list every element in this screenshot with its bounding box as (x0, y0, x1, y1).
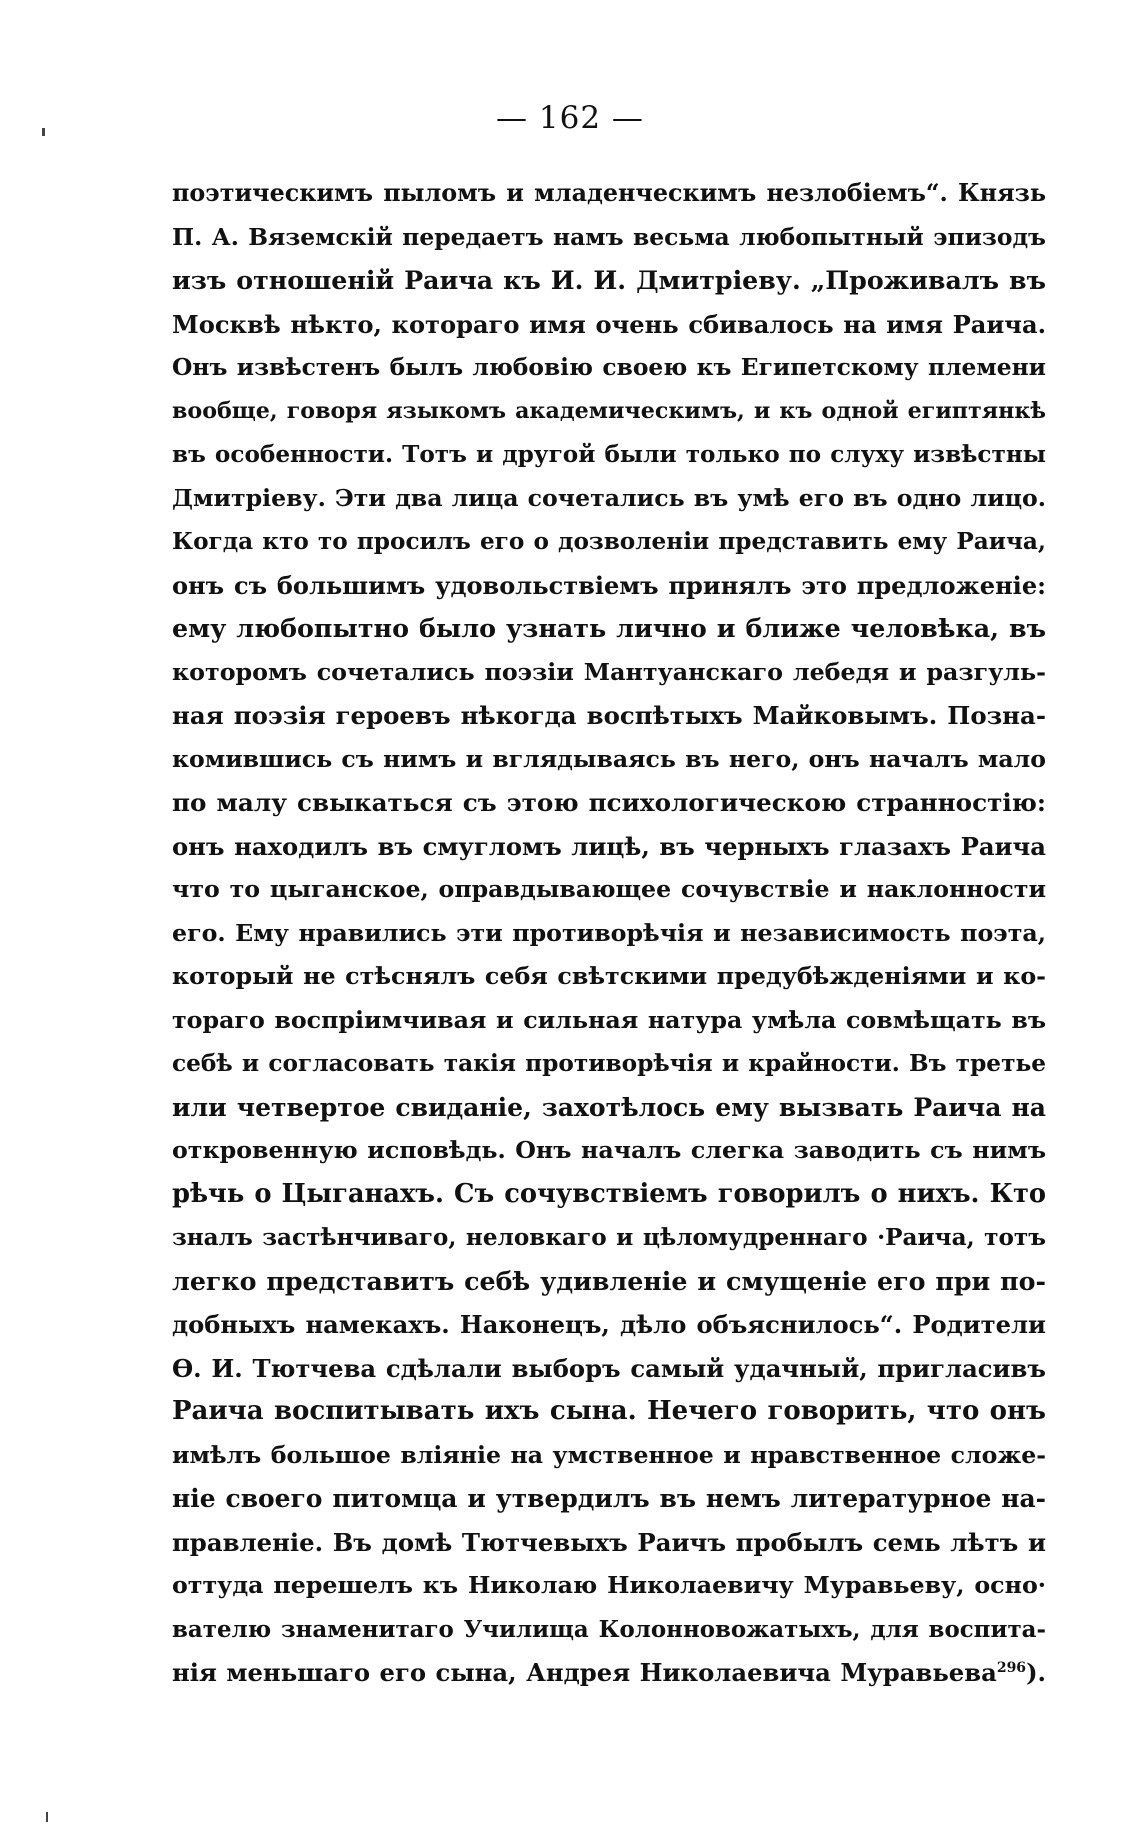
text-line: вообще, говоря языкомъ академическимъ, и къ одной египтянкѣ (172, 397, 1046, 424)
text-line: рѣчь о Цыганахъ. Съ сочувствіемъ говорилъ о нихъ. Кто (172, 1178, 1046, 1209)
text-line: онъ находилъ въ смугломъ лицѣ, въ черныхъ глазахъ Раича (172, 831, 1046, 861)
text-line: Когда кто то просилъ его о дозволеніи представить ему Раича, (172, 528, 1046, 555)
scan-speck (46, 1812, 48, 1822)
text-line: изъ отношеній Раича къ И. И. Дмитріеву. „Проживалъ въ (172, 265, 1046, 295)
text-line: откровенную исповѣдь. Онъ началъ слегка заводить съ нимъ (172, 1136, 1046, 1164)
text-line: поэтическимъ пыломъ и младенческимъ незлобіемъ“. Князь (172, 179, 1046, 207)
text-line: добныхъ намекахъ. Наконецъ, дѣло объяснилось“. Родители (172, 1310, 1046, 1339)
text-line: онъ съ большимъ удовольствіемъ принялъ это предложеніе: (172, 570, 1046, 600)
text-line: Ѳ. И. Тютчева сдѣлали выборъ самый удачный, пригласивъ (172, 1353, 1046, 1383)
text-line: себѣ и согласовать такія противорѣчія и крайности. Въ третье (172, 1050, 1046, 1077)
text-line: оттуда перешелъ къ Николаю Николаевичу Муравьеву, осно· (172, 1571, 1046, 1599)
text-line: который не стѣснялъ себя свѣтскими предубѣжденіями и ко- (172, 962, 1046, 990)
text-line: легко представитъ себѣ удивленіе и смущеніе его при по- (172, 1265, 1046, 1296)
text-line: имѣлъ большое вліяніе на умственное и нравственное сложе- (172, 1440, 1046, 1469)
last-line-text: нія меньшаго его сына, Андрея Николаевича Муравьева (172, 1658, 997, 1687)
text-line: его. Ему нравились эти противорѣчія и независимость поэта, (172, 918, 1046, 947)
text-line-last (172, 1651, 1046, 1695)
text-line: что то цыганское, оправдывающее сочувствіе и наклонности (172, 875, 1046, 903)
text-line: комившись съ нимъ и вглядываясь въ него, онъ началъ мало (172, 744, 1046, 773)
footnote-reference[interactable]: 296 (996, 1659, 1027, 1676)
text-line: Дмитріеву. Эти два лица сочетались въ умѣ его въ одно лицо. (172, 483, 1046, 512)
text-line: ная поэзія героевъ нѣкогда воспѣтыхъ Майковымъ. Позна- (172, 701, 1046, 730)
page-number: — 162 — (496, 100, 644, 136)
text-line: ніе своего питомца и утвердилъ въ немъ литературное на- (172, 1484, 1046, 1513)
text-line: по малу свыкаться съ этою психологическою странностію: (172, 788, 1046, 817)
text-line: Онъ извѣстенъ былъ любовію своею къ Египетскому племени (172, 353, 1046, 381)
text-line: ему любопытно было узнать лично и ближе человѣка, въ (172, 613, 1046, 643)
text-line: правленіе. Въ домѣ Тютчевыхъ Раичъ пробылъ семь лѣтъ и (172, 1527, 1046, 1557)
body-text (172, 172, 1046, 1695)
text-line: въ особенности. Тотъ и другой были только по слуху извѣстны (172, 441, 1046, 468)
text-line: которомъ сочетались поэзіи Мантуанскаго лебедя и разгуль- (172, 657, 1046, 686)
text-line: зналъ застѣнчиваго, неловкаго и цѣломудреннаго ·Раича, тотъ (172, 1224, 1046, 1251)
text-line: Раича воспитывать ихъ сына. Нечего говорить, что онъ (172, 1396, 1046, 1426)
text-line: П. А. Вяземскій передаетъ намъ весьма любопытный эпизодъ (172, 222, 1046, 251)
text-line: тораго воспріимчивая и сильная натура умѣла совмѣщать въ (172, 1005, 1046, 1034)
last-line-closing: ). (1026, 1658, 1046, 1687)
text-line: Москвѣ нѣкто, котораго имя очень сбивалось на имя Раича. (172, 309, 1046, 339)
text-line: вателю знаменитаго Училища Колонновожатыхъ, для воспита- (172, 1615, 1046, 1643)
text-line: или четвертое свиданіе, захотѣлось ему вызвать Раича на (172, 1092, 1046, 1122)
